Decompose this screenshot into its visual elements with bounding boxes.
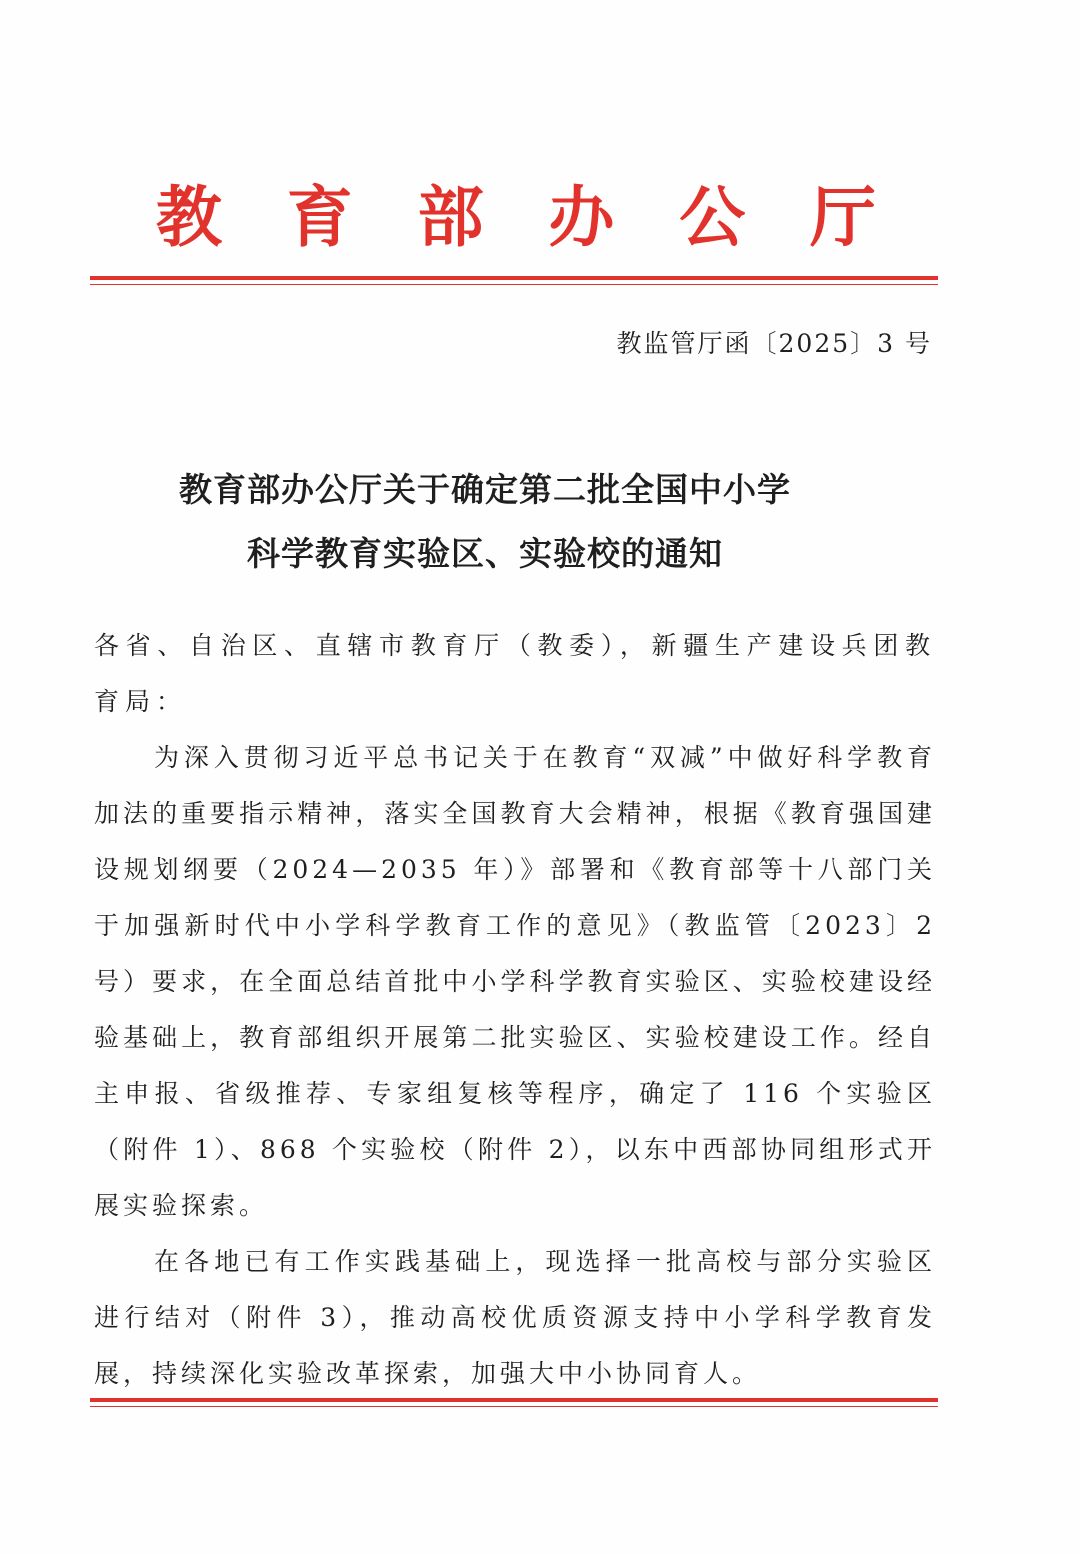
salutation: 各省、自治区、直辖市教育厅（教委），新疆生产建设兵团教育局： — [94, 631, 936, 716]
header-char: 办 — [548, 178, 615, 256]
issuing-organization-header — [90, 172, 938, 262]
divider-thick-line — [90, 276, 938, 280]
header-red-divider — [90, 276, 938, 285]
divider-thick-line — [90, 1398, 938, 1402]
divider-thin-line — [90, 284, 938, 285]
document-number: 教监管厅函〔2025〕3 号 — [616, 329, 932, 358]
body-paragraph: 在各地已有工作实践基础上，现选择一批高校与部分实验区进行结对（附件 3），推动高校优质资源支持中小学科学教育发展，持续深化实验改革探索，加强大中小协同育人。 — [94, 1247, 936, 1388]
header-char: 厅 — [809, 178, 876, 256]
divider-thin-line — [90, 1406, 938, 1407]
document-title — [90, 458, 938, 586]
body-paragraph: 为深入贯彻习近平总书记关于在教育“双减”中做好科学教育加法的重要指示精神，落实全国教育大会精神，根据《教育强国建设规划纲要（2024—2035 年）》部署和《教育部等十八部门关于加强新时代中小学科学教育工作的意见》（教监管〔2023〕2 号）要求，在全面总结首批中小学科学教育实验区、实验校建设经验基础上，教育部组织开展第二批实验区、实验校建设工作。经自主申报、省级推荐、专家组复核等程序，确定了 116 个实验区（附件 1）、868 个实验校（附件 2），以东中西部协同组形式开展实验探索。 — [94, 743, 936, 1220]
document-body — [94, 618, 936, 1402]
header-char: 育 — [286, 178, 353, 256]
title-line-1: 教育部办公厅关于确定第二批全国中小学 — [179, 470, 791, 509]
header-char: 教 — [156, 178, 222, 256]
title-line-2: 科学教育实验区、实验校的通知 — [247, 534, 723, 573]
header-char: 公 — [679, 178, 746, 256]
header-char: 部 — [417, 178, 484, 256]
footer-red-divider — [90, 1398, 938, 1407]
